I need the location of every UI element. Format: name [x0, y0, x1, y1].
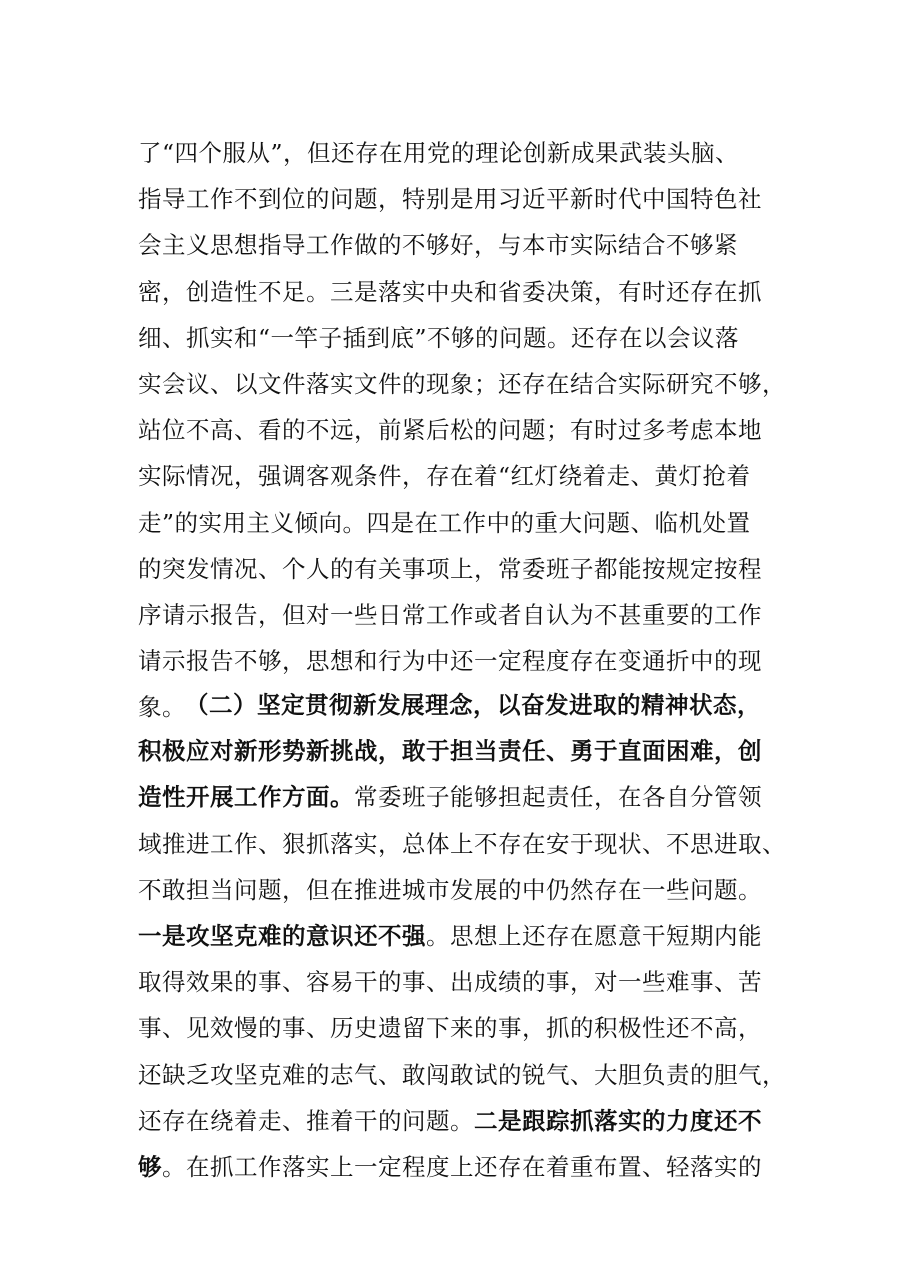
paragraph-2-line: 域推进工作、狠抓落实，总体上不存在安于现状、不思进取、 — [138, 829, 786, 858]
paragraph-1-line: 密，创造性不足。三是落实中央和省委决策，有时还存在抓 — [138, 277, 762, 306]
section-heading-text: （二）坚定贯彻新发展理念，以奋发进取的精神状态， — [185, 691, 761, 719]
point-heading-text: 够 — [138, 1152, 162, 1181]
paragraph-1-line: 象。 — [138, 693, 186, 722]
point-heading-text: 一是攻坚克难的意识还不强 — [138, 921, 426, 950]
paragraph-1-line: 站位不高、看的不远，前紧后松的问题；有时过多考虑本地 — [138, 416, 762, 445]
paragraph-1-line: 请示报告不够，思想和行为中还一定程度存在变通折中的现 — [138, 647, 762, 676]
paragraph-1-line: 实际情况，强调客观条件，存在着“红灯绕着走、黄灯抢着 — [138, 462, 751, 491]
point-heading-text: 二是跟踪抓落实的力度还不 — [474, 1106, 762, 1135]
paragraph-2-line: 不敢担当问题，但在推进城市发展的中仍然存在一些问题。 — [138, 875, 762, 904]
section-heading-line — [138, 682, 778, 728]
paragraph-2-line — [138, 1098, 778, 1144]
paragraph-2-line: 还缺乏攻坚克难的志气、敢闯敢试的锐气、大胆负责的胆气， — [138, 1060, 786, 1089]
body-text: 还存在绕着走、推着干的问题。 — [138, 1106, 474, 1135]
section-heading-text: 积极应对新形势新挑战，敢于担当责任、勇于直面困难，创 — [138, 737, 762, 766]
section-heading-line — [138, 728, 778, 774]
paragraph-2-line: 事、见效慢的事、历史遗留下来的事，抓的积极性还不高， — [138, 1014, 762, 1043]
paragraph-2-line: 取得效果的事、容易干的事、出成绩的事，对一些难事、苦 — [138, 968, 762, 997]
paragraph-2-line — [138, 913, 778, 959]
paragraph-1-line: 会主义思想指导工作做的不够好，与本市实际结合不够紧 — [138, 231, 738, 260]
paragraph-1 — [138, 130, 786, 730]
paragraph-1-line: 序请示报告，但对一些日常工作或者自认为不甚重要的工作 — [138, 600, 762, 629]
paragraph-1-line: 了“四个服从”，但还存在用党的理论创新成果武装头脑、 — [138, 139, 740, 167]
paragraph-1-line: 的突发情况、个人的有关事项上，常委班子都能按规定按程 — [138, 554, 762, 583]
paragraph-1-line: 指导工作不到位的问题，特别是用习近平新时代中国特色社 — [138, 185, 762, 214]
paragraph-1-line: 走”的实用主义倾向。四是在工作中的重大问题、临机处置 — [138, 508, 751, 537]
body-text: 。思想上还存在愿意干短期内能 — [426, 921, 762, 950]
body-text: 常委班子能够担起责任，在各自分管领 — [354, 783, 762, 812]
section-heading-text: 造性开展工作方面。 — [138, 783, 354, 812]
body-text: 。在抓工作落实上一定程度上还存在着重布置、轻落实的 — [162, 1152, 762, 1181]
paragraph-2-line — [138, 1144, 778, 1190]
paragraph-1-line: 细、抓实和“一竿子插到底”不够的问题。还存在以会议落 — [138, 323, 740, 352]
paragraph-2-line — [138, 774, 778, 820]
paragraph-2 — [138, 682, 786, 1190]
paragraph-1-line: 实会议、以文件落实文件的现象；还存在结合实际研究不够， — [138, 369, 786, 398]
